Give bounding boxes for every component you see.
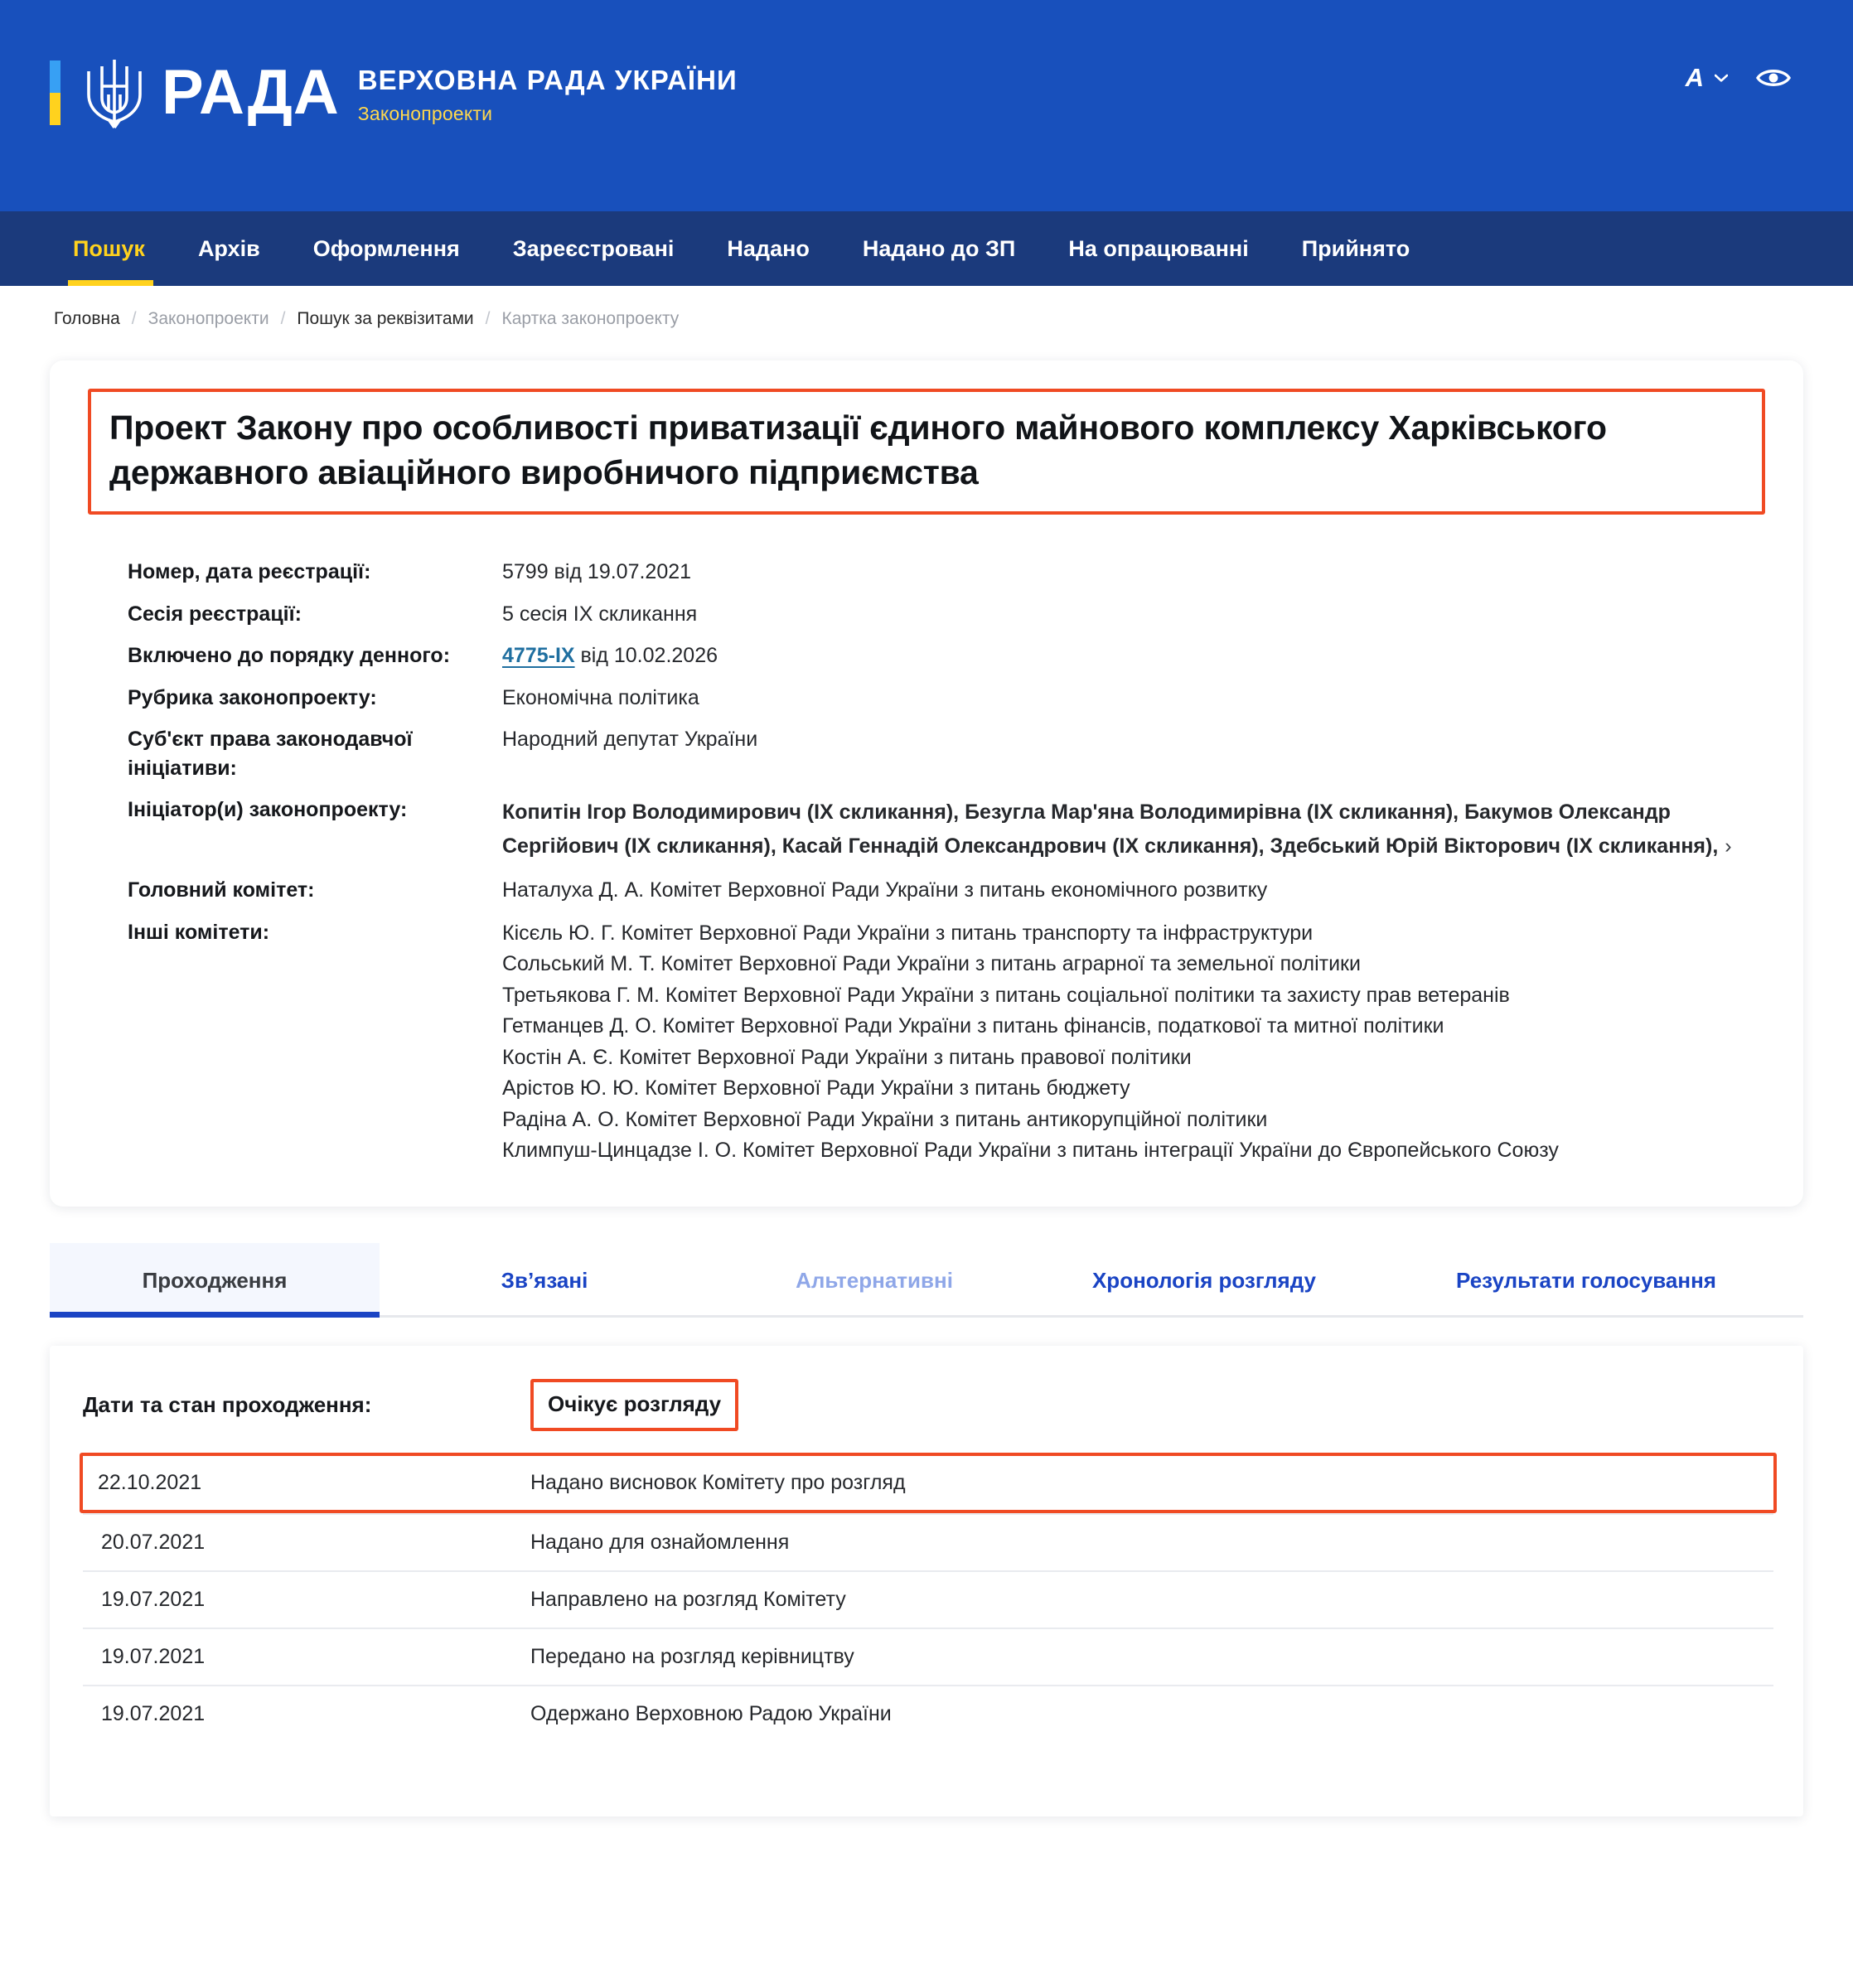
committee-item-0: Кісєль Ю. Г. Комітет Верховної Ради України з питань транспорту та інфраструктури bbox=[502, 921, 1314, 945]
stage-text: Одержано Верховною Радою України bbox=[530, 1701, 892, 1725]
chevron-down-icon bbox=[1715, 74, 1728, 82]
header-tools bbox=[1686, 65, 1791, 90]
tab-4[interactable] bbox=[1369, 1243, 1803, 1315]
table-row bbox=[83, 1685, 1773, 1742]
tab-2[interactable] bbox=[709, 1243, 1039, 1315]
stage-text: Надано для ознайомлення bbox=[530, 1530, 790, 1554]
agenda-date-text: від 10.02.2026 bbox=[574, 644, 718, 668]
meta-value-agenda bbox=[502, 635, 1765, 677]
progress-stage-table bbox=[50, 1453, 1803, 1742]
meta-label-subject: Суб'єкт права законодавчої ініціативи: bbox=[128, 728, 413, 780]
stage-date: 19.07.2021 bbox=[101, 1587, 206, 1611]
table-row bbox=[83, 1570, 1773, 1628]
meta-value-rubric: Економічна політика bbox=[502, 685, 699, 709]
main-navigation bbox=[0, 211, 1853, 286]
meta-value-subject: Народний депутат України bbox=[502, 728, 758, 752]
initiators-text: Копитін Ігор Володимирович (IX скликання), Безугла Мар'яна Володимирівна (IX скликання), Бакумов Олександр Сергійович (IX скликання), Касай Геннадій Олександрович (IX скликання), Здебський Юрій Вікторович (IX скликання), bbox=[502, 801, 1719, 858]
stage-date: 19.07.2021 bbox=[101, 1644, 206, 1668]
page-title: Проект Закону про особливості приватизації єдиного майнового комплексу Харківського державного авіаційного виробничого підприємства bbox=[88, 389, 1765, 515]
meta-label-other-committees: Інші комітети: bbox=[128, 920, 270, 944]
tab-0[interactable] bbox=[50, 1243, 380, 1315]
nav-item-0[interactable] bbox=[50, 211, 172, 286]
nav-item-5[interactable] bbox=[836, 211, 1042, 286]
breadcrumb bbox=[0, 286, 1853, 347]
breadcrumb-separator: / bbox=[131, 309, 137, 328]
meta-label-agenda: Включено до порядку денного: bbox=[128, 644, 451, 668]
breadcrumb-item-1[interactable]: Законопроекти bbox=[148, 309, 269, 328]
progress-panel bbox=[50, 1346, 1803, 1816]
meta-label-session: Сесія реєстрації: bbox=[128, 602, 302, 626]
ukraine-flag-icon bbox=[50, 60, 60, 125]
font-size-label: A bbox=[1685, 63, 1704, 92]
committee-item-3: Гетманцев Д. О. Комітет Верховної Ради України з питань фінансів, податкової та митної політики bbox=[502, 1014, 1444, 1038]
meta-value-main-committee: Наталуха Д. А. Комітет Верховної Ради України з питань економічного розвитку bbox=[502, 878, 1268, 902]
agenda-document-link[interactable]: 4775-IX bbox=[502, 644, 575, 668]
stage-date: 20.07.2021 bbox=[101, 1530, 206, 1554]
nav-item-label: Надано bbox=[727, 235, 810, 261]
meta-label-number: Номер, дата реєстрації: bbox=[128, 560, 371, 584]
nav-item-1[interactable] bbox=[172, 211, 287, 286]
breadcrumb-separator: / bbox=[485, 309, 491, 328]
nav-item-label: Прийнято bbox=[1301, 235, 1410, 261]
committee-item-4: Костін А. Є. Комітет Верховної Ради України з питань правової політики bbox=[502, 1045, 1192, 1069]
breadcrumb-item-3: Картка законопроекту bbox=[501, 309, 680, 328]
nav-item-label: Оформлення bbox=[312, 235, 460, 261]
nav-item-7[interactable] bbox=[1275, 211, 1437, 286]
trident-coat-of-arms-icon bbox=[79, 51, 150, 134]
breadcrumb-item-0[interactable]: Головна bbox=[54, 309, 120, 328]
meta-value-number: 5799 від 19.07.2021 bbox=[502, 560, 692, 584]
progress-status-row bbox=[50, 1379, 1803, 1431]
stage-text: Направлено на розгляд Комітету bbox=[530, 1587, 846, 1611]
table-row bbox=[80, 1453, 1777, 1513]
meta-label-initiators: Ініціатор(и) законопроекту: bbox=[128, 798, 408, 822]
committee-item-5: Арістов Ю. Ю. Комітет Верховної Ради України з питань бюджету bbox=[502, 1076, 1130, 1100]
meta-value-initiators bbox=[502, 789, 1765, 869]
nav-item-3[interactable] bbox=[486, 211, 701, 286]
tab-label: Хронологія розгляду bbox=[1091, 1267, 1317, 1293]
breadcrumb-separator: / bbox=[280, 309, 286, 328]
committee-item-7: Климпуш-Цинцадзе І. О. Комітет Верховної Ради України з питань інтеграції України до Європейського Союзу bbox=[502, 1139, 1559, 1163]
bill-card bbox=[50, 360, 1803, 1207]
tab-label: Зв’язані bbox=[501, 1267, 588, 1293]
tab-1[interactable] bbox=[380, 1243, 709, 1315]
site-header bbox=[0, 0, 1853, 211]
committee-item-6: Радіна А. О. Комітет Верховної Ради України з питань антикорупційної політики bbox=[502, 1107, 1268, 1131]
committee-item-1: Сольський М. Т. Комітет Верховної Ради України з питань аграрної та земельної політики bbox=[502, 952, 1361, 976]
nav-item-label: Надано до ЗП bbox=[862, 235, 1016, 261]
stage-text: Надано висновок Комітету про розгляд bbox=[530, 1470, 906, 1494]
committee-item-2: Третьякова Г. М. Комітет Верховної Ради України з питань соціальної політики та захисту прав ветеранів bbox=[502, 983, 1510, 1007]
brand-logo[interactable] bbox=[50, 0, 1803, 134]
breadcrumb-item-2[interactable]: Пошук за реквізитами bbox=[297, 309, 474, 328]
brand-subtitle: Законопроекти bbox=[357, 103, 493, 125]
bill-metadata bbox=[88, 551, 1765, 1173]
stage-date: 22.10.2021 bbox=[98, 1470, 202, 1494]
tab-label: Результати голосування bbox=[1456, 1267, 1716, 1293]
nav-item-label: На опрацюванні bbox=[1068, 235, 1249, 261]
bill-tabs bbox=[50, 1243, 1803, 1318]
nav-list bbox=[50, 211, 1436, 286]
tab-label: Проходження bbox=[142, 1267, 288, 1293]
meta-label-main-committee: Головний комітет: bbox=[128, 878, 315, 902]
nav-item-label: Архів bbox=[197, 235, 260, 261]
table-row bbox=[83, 1513, 1773, 1570]
stage-date: 19.07.2021 bbox=[101, 1701, 206, 1725]
stage-text: Передано на розгляд керівництву bbox=[530, 1644, 854, 1668]
progress-status-label: Дати та стан проходження: bbox=[83, 1391, 372, 1417]
nav-item-4[interactable] bbox=[700, 211, 835, 286]
meta-value-other-committees bbox=[502, 912, 1765, 1173]
tab-label: Альтернативні bbox=[796, 1267, 953, 1293]
expand-initiators-chevron-icon[interactable]: › bbox=[1725, 834, 1732, 858]
table-row bbox=[83, 1628, 1773, 1685]
meta-label-rubric: Рубрика законопроекту: bbox=[128, 685, 377, 709]
nav-item-label: Пошук bbox=[73, 235, 145, 261]
nav-item-6[interactable] bbox=[1042, 211, 1275, 286]
accessibility-eye-button[interactable] bbox=[1756, 66, 1791, 89]
tab-3[interactable] bbox=[1039, 1243, 1369, 1315]
nav-item-2[interactable] bbox=[287, 211, 486, 286]
eye-icon bbox=[1756, 66, 1791, 89]
meta-value-session: 5 сесія IX скликання bbox=[502, 602, 698, 626]
status-badge: Очікує розгляду bbox=[530, 1379, 738, 1431]
brand-title: ВЕРХОВНА РАДА УКРАЇНИ bbox=[357, 64, 738, 95]
font-size-selector[interactable] bbox=[1686, 65, 1728, 90]
nav-item-label: Зареєстровані bbox=[512, 235, 675, 261]
brand-wordmark: РАДА bbox=[162, 56, 340, 128]
